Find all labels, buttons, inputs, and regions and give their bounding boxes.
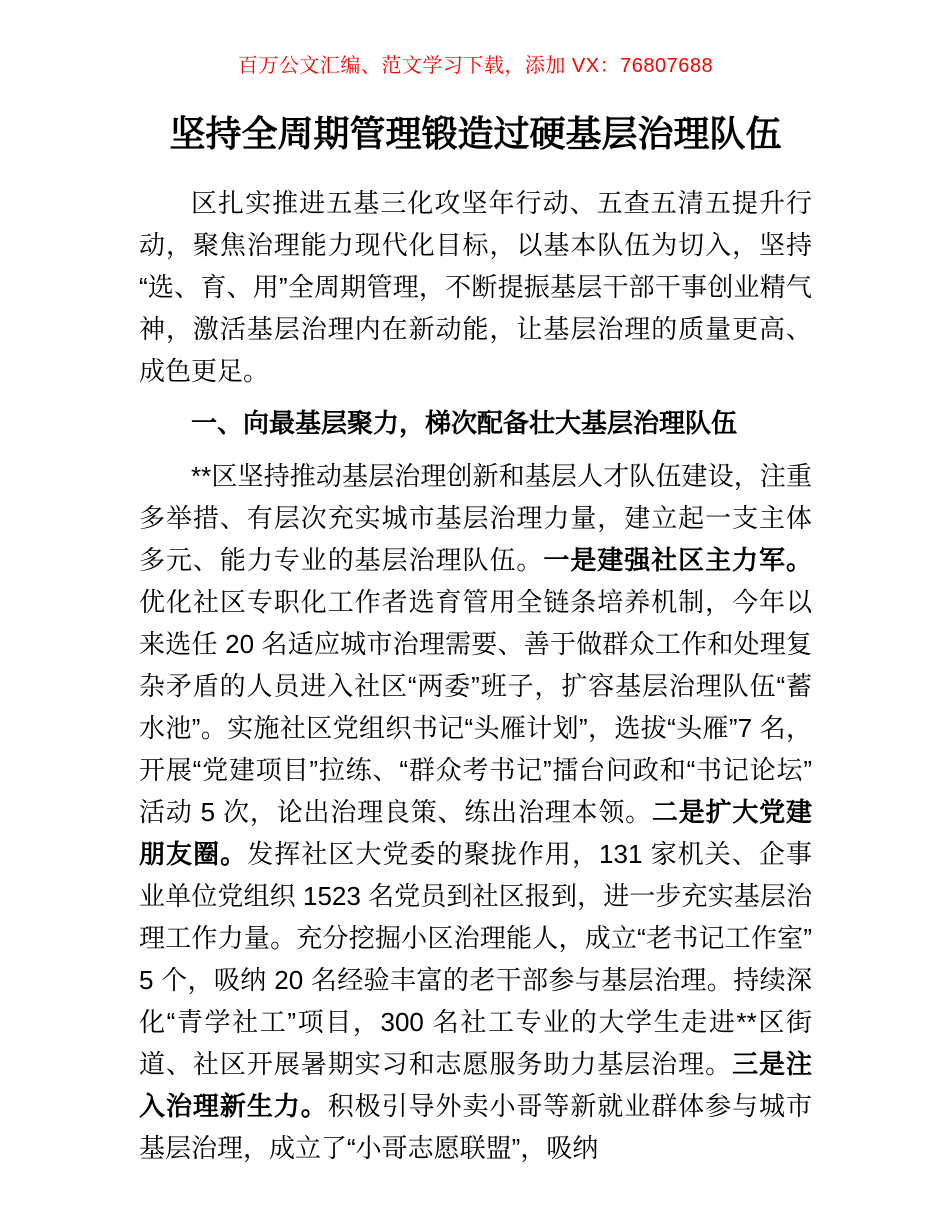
watermark-notice: 百万公文汇编、范文学习下载，添加 VX：76807688 xyxy=(237,55,714,77)
intro-paragraph: 区扎实推进五基三化攻坚年行动、五查五清五提升行动，聚焦治理能力现代化目标，以基本队伍为切入，坚持“选、育、用”全周期管理，不断提振基层干部干事创业精气神，激活基层治理内在新动能，让基层治理的质量更高、成色更足。 xyxy=(139,188,812,386)
text-segment: 积极引导外卖小哥等新就业群体参与城市基层治理，成立了“小哥志愿联盟”，吸纳 xyxy=(139,1091,812,1163)
section-heading: 一、向最基层聚力，梯次配备壮大基层治理队伍 xyxy=(191,408,738,438)
emphasis-phrase: 一是建强社区主力军。 xyxy=(543,545,812,575)
emphasis-phrase: 三是注入治理新生力。 xyxy=(139,1049,812,1121)
text-segment: **区坚持推动基层治理创新和基层人才队伍建设，注重多举措、有层次充实城市基层治理力量，建立起一支主体多元、能力专业的基层治理队伍。 xyxy=(139,461,812,575)
emphasis-phrase: 二是扩大党建朋友圈。 xyxy=(139,797,812,869)
text-segment: 优化社区专职化工作者选育管用全链条培养机制，今年以来选任 20 名适应城市治理需要、善于做群众工作和处理复杂矛盾的人员进入社区“两委”班子，扩容基层治理队伍“蓄水池”。实施社区党组织书记“头雁计划”，选拔“头雁”7 名，开展“党建项目”拉练、“群众考书记”擂台问政和“书记论坛”活动 5 次，论出治理良策、练出治理本领。 xyxy=(139,587,812,827)
page-title: 坚持全周期管理锻造过硬基层治理队伍 xyxy=(169,113,782,154)
body-paragraph xyxy=(139,455,812,1169)
text-segment: 发挥社区大党委的聚拢作用，131 家机关、企事业单位党组织 1523 名党员到社区报到，进一步充实基层治理工作力量。充分挖掘小区治理能人，成立“老书记工作室”5 个，吸纳 20 名经验丰富的老干部参与基层治理。持续深化“青学社工”项目，300 名社工专业的大学生走进**区街道、社区开展暑期实习和志愿服务助力基层治理。 xyxy=(139,839,812,1079)
